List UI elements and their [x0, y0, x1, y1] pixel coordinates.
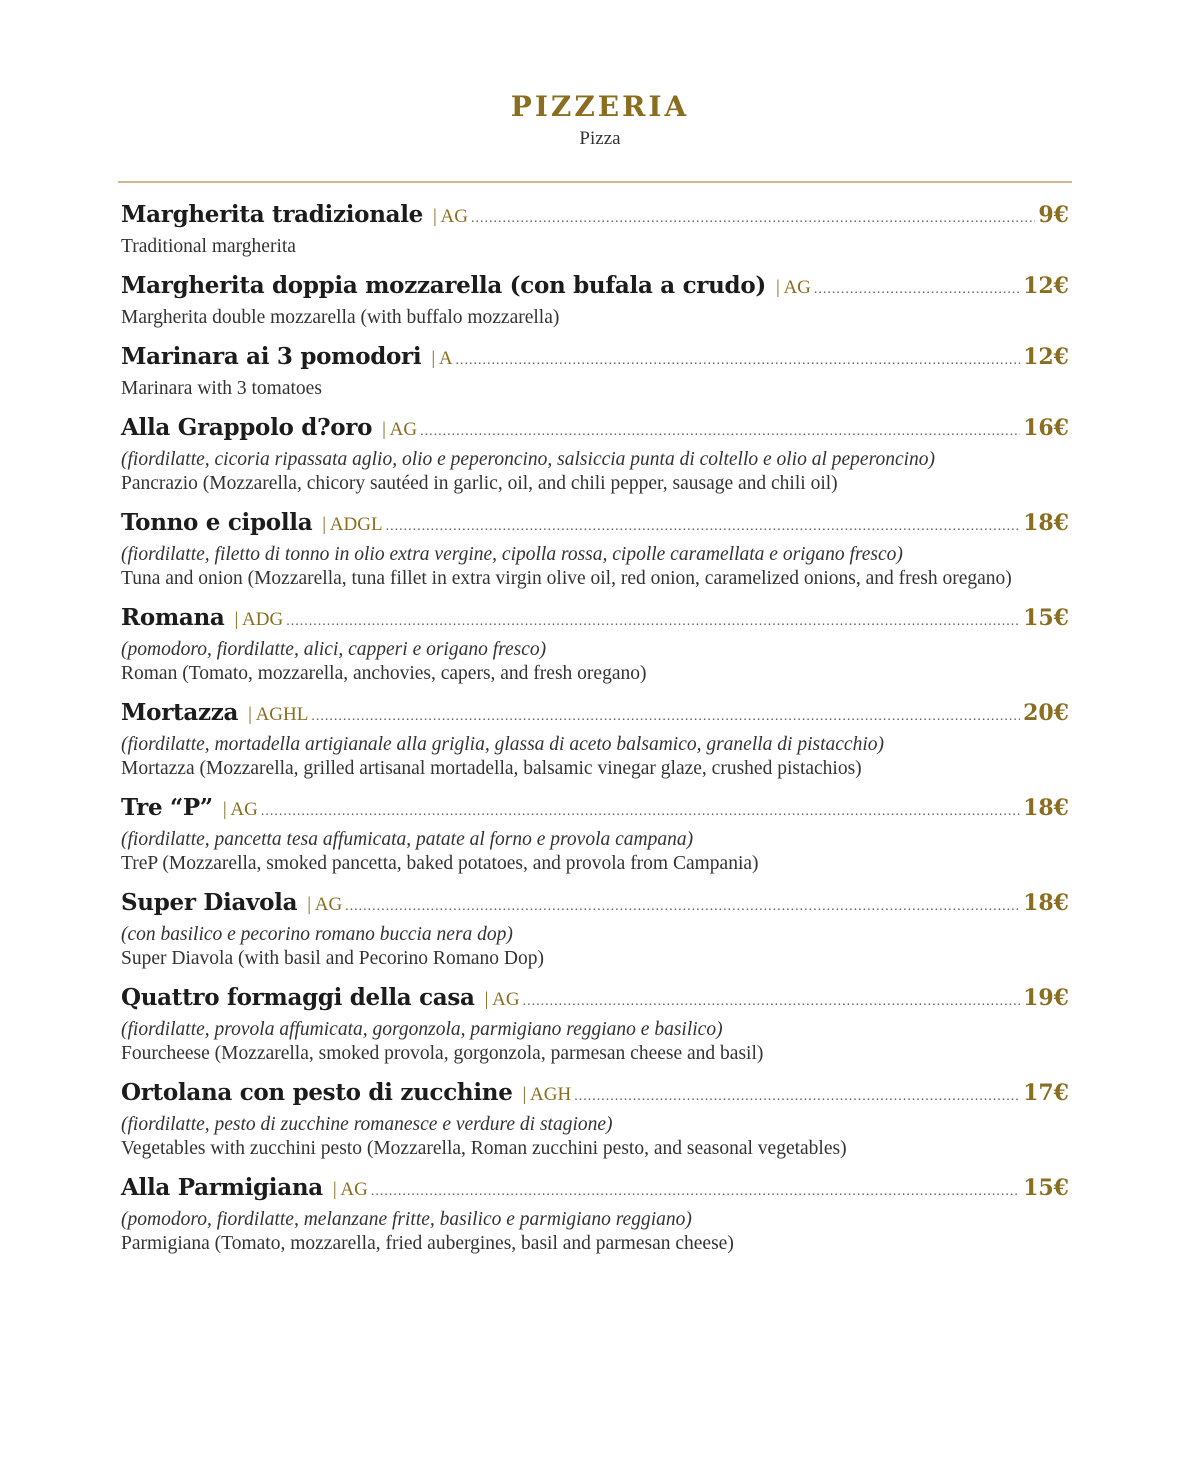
- dot-leader: [814, 274, 1020, 306]
- item-italian-description: (fiordilatte, cicoria ripassata aglio, olio e peperoncino, salsiccia punta di coltello e olio al peperoncino): [121, 449, 936, 470]
- menu-item: [121, 412, 1069, 496]
- item-english-description: Mortazza (Mozzarella, grilled artisanal mortadella, balsamic vinegar glaze, crushed pistachios): [121, 758, 862, 779]
- allergen-code: | AG: [222, 799, 258, 820]
- item-price: 12€: [1023, 273, 1069, 299]
- item-italian-description: (pomodoro, fiordilatte, melanzane fritte, basilico e parmigiano reggiano): [121, 1209, 692, 1230]
- item-name: Ortolana con pesto di zucchine: [121, 1079, 513, 1106]
- item-italian-description: (fiordilatte, pesto di zucchine romanesce e verdure di stagione): [121, 1114, 613, 1135]
- dot-leader: [371, 1176, 1020, 1208]
- item-name: Romana: [121, 604, 225, 631]
- dot-leader: [574, 1081, 1020, 1113]
- item-price: 12€: [1023, 344, 1069, 370]
- allergen-code: | ADG: [234, 609, 284, 630]
- menu-item: [121, 199, 1069, 259]
- item-english-description: TreP (Mozzarella, smoked pancetta, baked potatoes, and provola from Campania): [121, 853, 759, 874]
- item-price: 18€: [1023, 890, 1069, 916]
- item-name: Margherita tradizionale: [121, 201, 424, 228]
- item-italian-description: (fiordilatte, mortadella artigianale alla griglia, glassa di aceto balsamico, granella di pistacchio): [121, 734, 884, 755]
- item-price: 9€: [1038, 202, 1069, 228]
- item-italian-description: (fiordilatte, provola affumicata, gorgonzola, parmigiano reggiano e basilico): [121, 1019, 723, 1040]
- item-price: 18€: [1023, 510, 1069, 536]
- menu-item: [121, 792, 1069, 876]
- allergen-code: | ADGL: [322, 514, 383, 535]
- item-english-description: Pancrazio (Mozzarella, chicory sautéed in garlic, oil, and chili pepper, sausage and chili oil): [121, 473, 838, 494]
- menu-item: [121, 1077, 1069, 1161]
- allergen-code: | AG: [433, 206, 468, 227]
- menu-item: [121, 270, 1069, 330]
- page-subtitle: Pizza: [579, 128, 621, 149]
- allergen-code: | AG: [775, 277, 811, 298]
- item-name: Alla Grappolo d?oro: [121, 414, 373, 441]
- item-english-description: Fourcheese (Mozzarella, smoked provola, gorgonzola, parmesan cheese and basil): [121, 1043, 764, 1064]
- item-price: 19€: [1023, 985, 1069, 1011]
- item-english-description: Tuna and onion (Mozzarella, tuna fillet in extra virgin olive oil, red onion, caramelized onions, and fresh oregano): [121, 568, 1012, 589]
- item-name: Marinara ai 3 pomodori: [121, 343, 422, 370]
- dot-leader: [345, 891, 1020, 923]
- item-italian-description: (pomodoro, fiordilatte, alici, capperi e origano fresco): [121, 639, 547, 660]
- allergen-code: | AGHL: [248, 704, 309, 725]
- dot-leader: [286, 606, 1020, 638]
- item-name: Tonno e cipolla: [121, 509, 313, 536]
- item-english-description: Parmigiana (Tomato, mozzarella, fried aubergines, basil and parmesan cheese): [121, 1233, 734, 1254]
- allergen-code: | AG: [484, 989, 520, 1010]
- menu-item: [121, 697, 1069, 781]
- menu-item: [121, 1172, 1069, 1256]
- item-name: Alla Parmigiana: [121, 1174, 323, 1201]
- dot-leader: [420, 416, 1020, 448]
- item-italian-description: (con basilico e pecorino romano buccia nera dop): [121, 924, 513, 945]
- item-english-description: Margherita double mozzarella (with buffalo mozzarella): [121, 307, 560, 328]
- menu-item: [121, 507, 1069, 591]
- menu-list: [121, 199, 1069, 1267]
- allergen-code: | AG: [382, 419, 418, 440]
- item-price: 17€: [1023, 1080, 1069, 1106]
- dot-leader: [523, 986, 1020, 1018]
- item-name: Quattro formaggi della casa: [121, 984, 475, 1011]
- item-name: Mortazza: [121, 699, 239, 726]
- header-divider: [118, 181, 1072, 183]
- item-price: 15€: [1023, 605, 1069, 631]
- item-english-description: Traditional margherita: [121, 236, 296, 257]
- dot-leader: [311, 701, 1020, 733]
- allergen-code: | A: [431, 348, 453, 369]
- dot-leader: [471, 203, 1035, 235]
- item-name: Tre “P”: [121, 794, 213, 821]
- menu-item: [121, 887, 1069, 971]
- menu-item: [121, 602, 1069, 686]
- item-italian-description: (fiordilatte, pancetta tesa affumicata, patate al forno e provola campana): [121, 829, 694, 850]
- allergen-code: | AG: [307, 894, 343, 915]
- item-english-description: Super Diavola (with basil and Pecorino Romano Dop): [121, 948, 544, 969]
- menu-item: [121, 982, 1069, 1066]
- item-price: 16€: [1023, 415, 1069, 441]
- item-price: 18€: [1023, 795, 1069, 821]
- item-english-description: Vegetables with zucchini pesto (Mozzarella, Roman zucchini pesto, and seasonal vegetables): [121, 1138, 847, 1159]
- item-price: 20€: [1023, 700, 1069, 726]
- item-name: Super Diavola: [121, 889, 298, 916]
- dot-leader: [456, 345, 1021, 377]
- page-title: PIZZERIA: [510, 90, 690, 123]
- item-price: 15€: [1023, 1175, 1069, 1201]
- item-name: Margherita doppia mozzarella (con bufala a crudo): [121, 272, 766, 299]
- allergen-code: | AGH: [522, 1084, 572, 1105]
- item-english-description: Roman (Tomato, mozzarella, anchovies, capers, and fresh oregano): [121, 663, 647, 684]
- dot-leader: [261, 796, 1020, 828]
- menu-item: [121, 341, 1069, 401]
- item-italian-description: (fiordilatte, filetto di tonno in olio extra vergine, cipolla rossa, cipolle caramellata e origano fresco): [121, 544, 903, 565]
- dot-leader: [386, 511, 1020, 543]
- menu-header: [0, 88, 1200, 150]
- allergen-code: | AG: [332, 1179, 368, 1200]
- item-english-description: Marinara with 3 tomatoes: [121, 378, 322, 399]
